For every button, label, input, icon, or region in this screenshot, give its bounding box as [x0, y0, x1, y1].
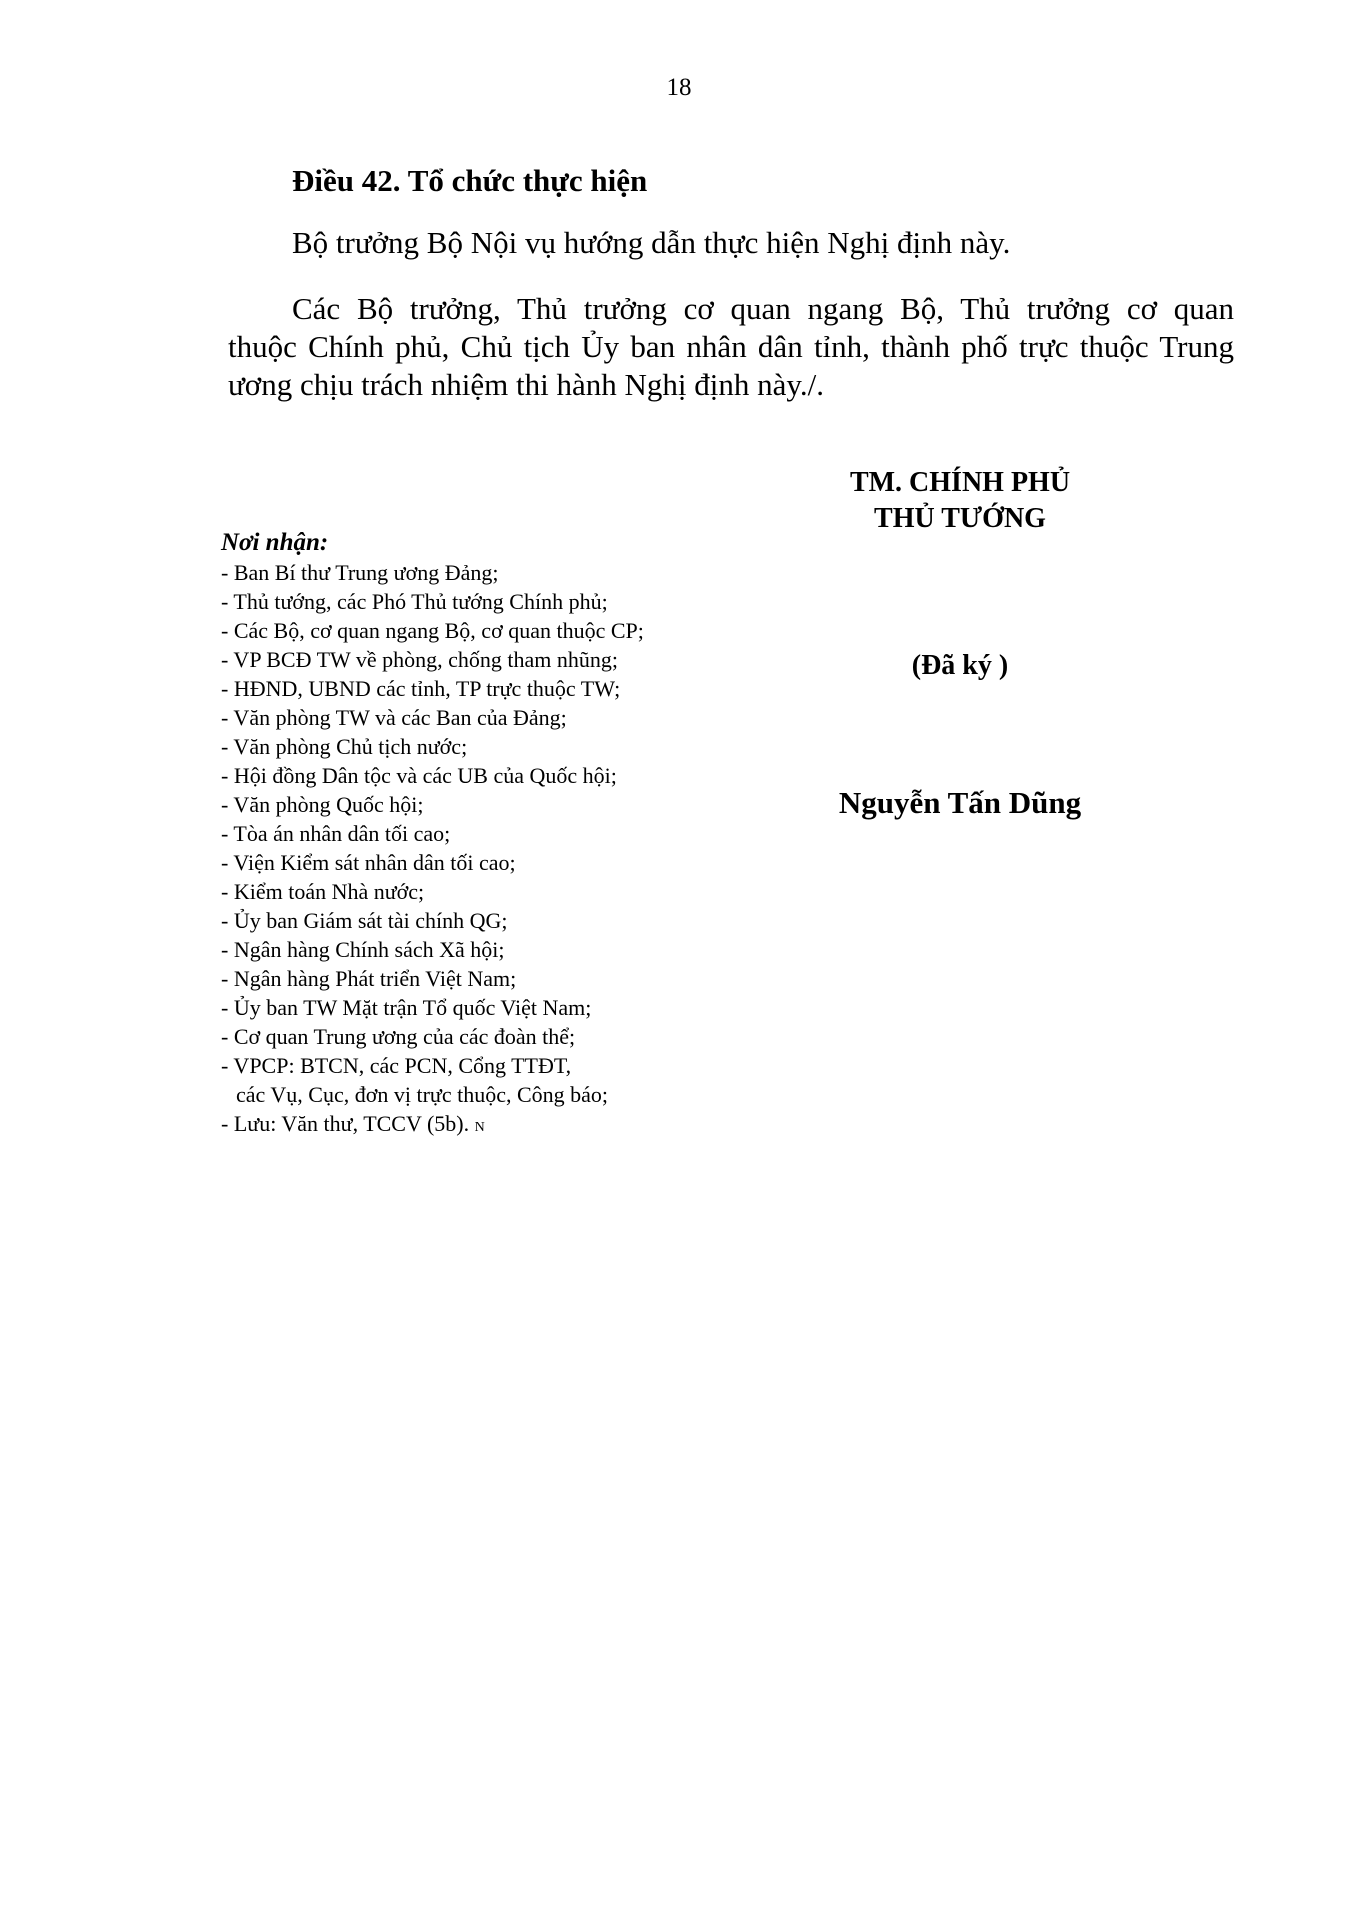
paragraph-line: thuộc Chính phủ, Chủ tịch Ủy ban nhân dân tỉnh, thành phố trực thuộc Trung	[228, 329, 1234, 364]
recipient-item: - VPCP: BTCN, các PCN, Cổng TTĐT,	[221, 1053, 572, 1078]
paragraph-line: ương chịu trách nhiệm thi hành Nghị định này./.	[228, 367, 824, 402]
recipient-item-last	[221, 1109, 741, 1142]
recipient-item: - Hội đồng Dân tộc và các UB của Quốc hội;	[221, 763, 617, 788]
recipient-item: - Ủy ban Giám sát tài chính QG;	[221, 908, 508, 933]
signature-title: THỦ TƯỚNG	[874, 503, 1046, 534]
typist-mark: N	[474, 1120, 485, 1135]
recipients-block	[221, 528, 741, 1142]
recipient-item: - Viện Kiểm sát nhân dân tối cao;	[221, 850, 516, 875]
signature-org: TM. CHÍNH PHỦ	[849, 467, 1071, 498]
article-paragraph-1: Bộ trưởng Bộ Nội vụ hướng dẫn thực hiện Nghị định này.	[292, 225, 1011, 260]
recipient-item: - Ban Bí thư Trung ương Đảng;	[221, 560, 499, 585]
recipient-item: - Văn phòng Chủ tịch nước;	[221, 734, 468, 759]
recipient-item: - Các Bộ, cơ quan ngang Bộ, cơ quan thuộc CP;	[221, 618, 644, 643]
recipient-item: - Thủ tướng, các Phó Thủ tướng Chính phủ;	[221, 589, 608, 614]
recipient-item: - Kiểm toán Nhà nước;	[221, 879, 425, 904]
recipients-heading: Nơi nhận:	[221, 529, 329, 556]
signer-name: Nguyễn Tấn Dũng	[838, 785, 1082, 820]
recipient-item: - Ủy ban TW Mặt trận Tổ quốc Việt Nam;	[221, 995, 592, 1020]
signature-block	[760, 465, 1160, 821]
paragraph-line: Các Bộ trưởng, Thủ trưởng cơ quan ngang Bộ, Thủ trưởng cơ quan	[292, 291, 1234, 326]
recipient-item: - Văn phòng TW và các Ban của Đảng;	[221, 705, 567, 730]
article-paragraph-2	[228, 290, 1234, 404]
recipients-list	[221, 558, 741, 1142]
recipient-item: - Ngân hàng Chính sách Xã hội;	[221, 937, 505, 962]
recipient-item: các Vụ, Cục, đơn vị trực thuộc, Công báo;	[236, 1082, 609, 1107]
recipient-item: - Ngân hàng Phát triển Việt Nam;	[221, 966, 517, 991]
recipient-item: - VP BCĐ TW về phòng, chống tham nhũng;	[221, 647, 619, 672]
recipient-item: - HĐND, UBND các tỉnh, TP trực thuộc TW;	[221, 676, 621, 701]
recipient-item: - Tòa án nhân dân tối cao;	[221, 821, 451, 846]
page-number: 18	[666, 74, 692, 101]
recipient-item: - Cơ quan Trung ương của các đoàn thể;	[221, 1024, 576, 1049]
article-title: Điều 42. Tổ chức thực hiện	[292, 163, 648, 198]
recipient-item: - Văn phòng Quốc hội;	[221, 792, 424, 817]
signature-status: (Đã ký )	[911, 650, 1009, 681]
recipient-item-text: - Lưu: Văn thư, TCCV (5b).	[221, 1111, 470, 1136]
